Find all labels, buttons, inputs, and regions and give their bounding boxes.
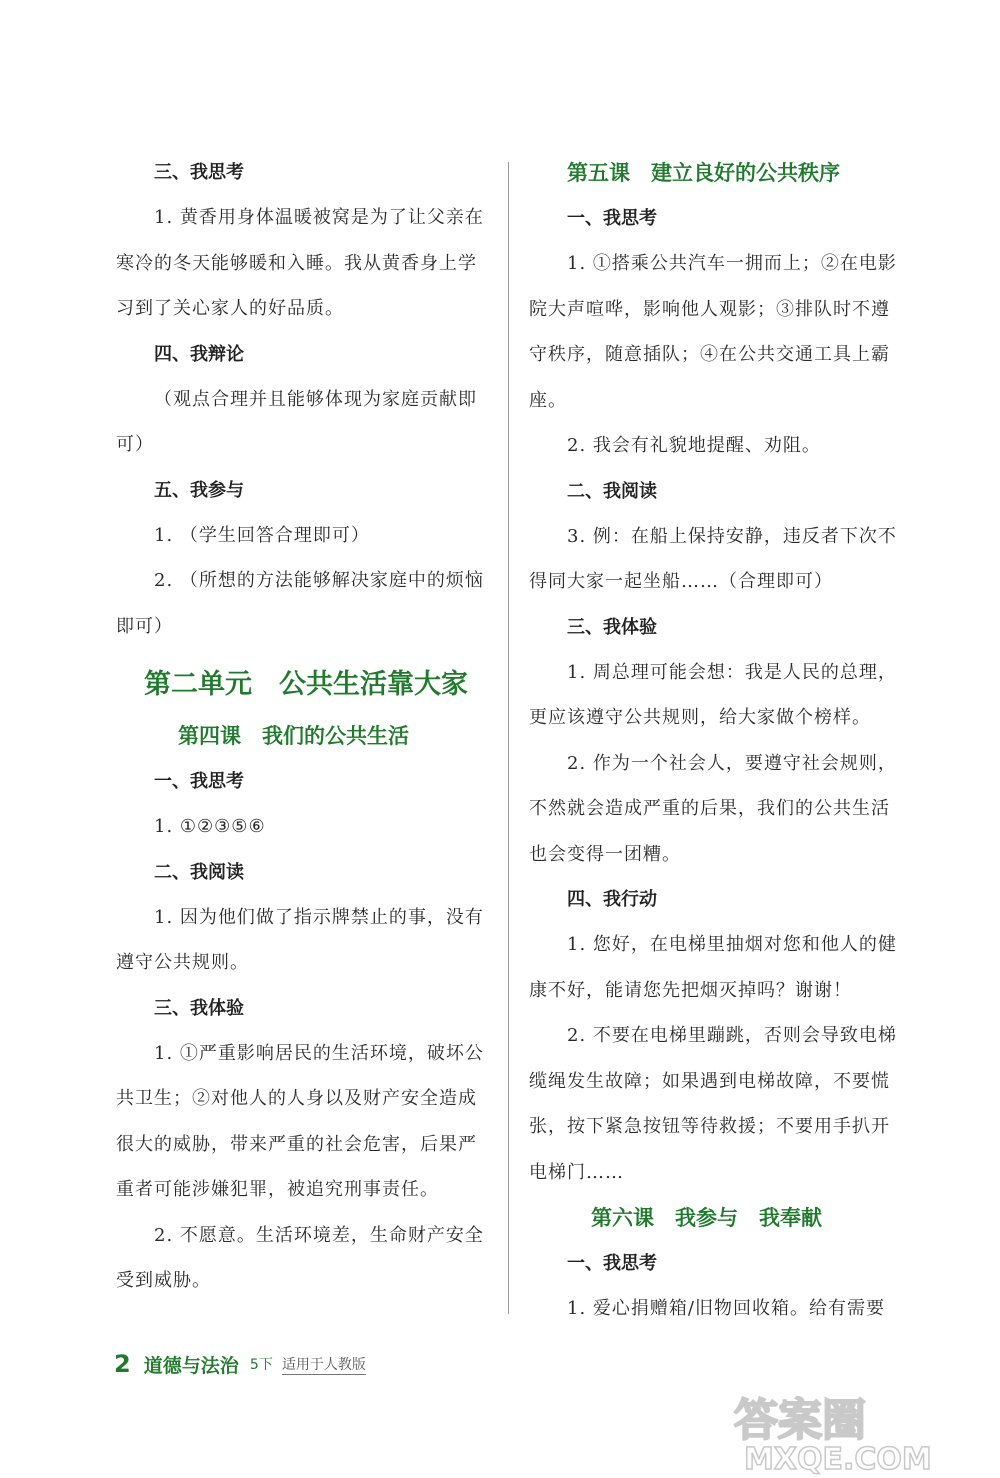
section-heading-read: 二、我阅读 <box>567 480 657 502</box>
paragraph: 1. ①搭乘公共汽车一拥而上；②在电影院大声喧哗，影响他人观影；③排队时不遵守秩序，随意插队；④在公共交通工具上霸座。 <box>529 253 897 411</box>
section-heading-think: 三、我思考 <box>154 162 244 183</box>
section-heading-read: 二、我阅读 <box>154 861 244 883</box>
page-footer <box>114 1350 366 1380</box>
paragraph: 1. （学生回答合理即可） <box>154 524 370 546</box>
paragraph: 2. 我会有礼貌地提醒、劝阻。 <box>567 435 821 456</box>
paragraph: 1. 爱心捐赠箱/旧物回收箱。给有需要 <box>567 1298 885 1319</box>
section-heading-experience: 三、我体验 <box>154 997 244 1019</box>
watermark-url: MXQE.COM <box>744 1442 932 1475</box>
lesson-title-5: 第五课 建立良好的公共秩序 <box>567 161 840 185</box>
unit-title: 第二单元 公共生活靠大家 <box>144 669 468 700</box>
section-heading-think: 一、我思考 <box>567 208 657 229</box>
paragraph: 1. 黄香用身体温暖被窝是为了让父亲在寒冷的冬天能够暖和入睡。我从黄香身上学习到了关心家人的好品质。 <box>116 207 484 319</box>
paragraph: （观点合理并且能够体现为家庭贡献即可） <box>116 388 477 455</box>
grade-label: 5下 <box>249 1357 273 1373</box>
section-heading-think: 一、我思考 <box>567 1253 657 1274</box>
paragraph: 1. 您好，在电梯里抽烟对您和他人的健康不好，能请您先把烟灭掉吗？谢谢！ <box>529 934 897 1001</box>
section-heading-act: 四、我行动 <box>567 889 657 910</box>
section-heading-experience: 三、我体验 <box>567 616 657 638</box>
paragraph: 1. ①②③⑤⑥ <box>154 816 266 837</box>
paragraph: 1. 周总理可能会想：我是人民的总理，更应该遵守公共规则，给大家做个榜样。 <box>529 661 897 728</box>
section-heading-debate: 四、我辩论 <box>154 343 244 365</box>
right-column <box>529 150 901 1332</box>
watermark-text: 答案圈 <box>734 1395 866 1446</box>
paragraph: 1. ①严重影响居民的生活环境，破坏公共卫生；②对他人的人身以及财产安全造成很大的威胁，带来严重的社会危害，后果严重者可能涉嫌犯罪，被追究刑事责任。 <box>116 1042 484 1200</box>
paragraph: 2. 作为一个社会人，要遵守社会规则，不然就会造成严重的后果，我们的公共生活也会变得一团糟。 <box>529 752 897 865</box>
paragraph: 2. 不愿意。生活环境差，生命财产安全受到威胁。 <box>116 1224 484 1291</box>
section-heading-think: 一、我思考 <box>154 771 244 792</box>
left-column <box>116 150 488 1304</box>
paragraph: 2. 不要在电梯里蹦跳，否则会导致电梯缆绳发生故障；如果遇到电梯故障，不要慌张，按下紧急按钮等待救援；不要用手扒开电梯门…… <box>529 1025 897 1183</box>
lesson-title-4: 第四课 我们的公共生活 <box>178 724 409 748</box>
book-title: 道德与法治 <box>143 1354 239 1377</box>
column-divider <box>508 162 509 1314</box>
edition-label: 适用于人教版 <box>281 1357 366 1373</box>
paragraph: 3. 例：在船上保持安静，违反者下次不得同大家一起坐船……（合理即可） <box>529 525 897 592</box>
page-number: 2 <box>114 1350 131 1378</box>
watermark-logo <box>724 1385 984 1475</box>
section-heading-participate: 五、我参与 <box>154 479 244 501</box>
lesson-title-6: 第六课 我参与 我奉献 <box>591 1206 822 1230</box>
paragraph: 2. （所想的方法能够解决家庭中的烦恼即可） <box>116 570 484 637</box>
paragraph: 1. 因为他们做了指示牌禁止的事，没有遵守公共规则。 <box>116 906 484 973</box>
